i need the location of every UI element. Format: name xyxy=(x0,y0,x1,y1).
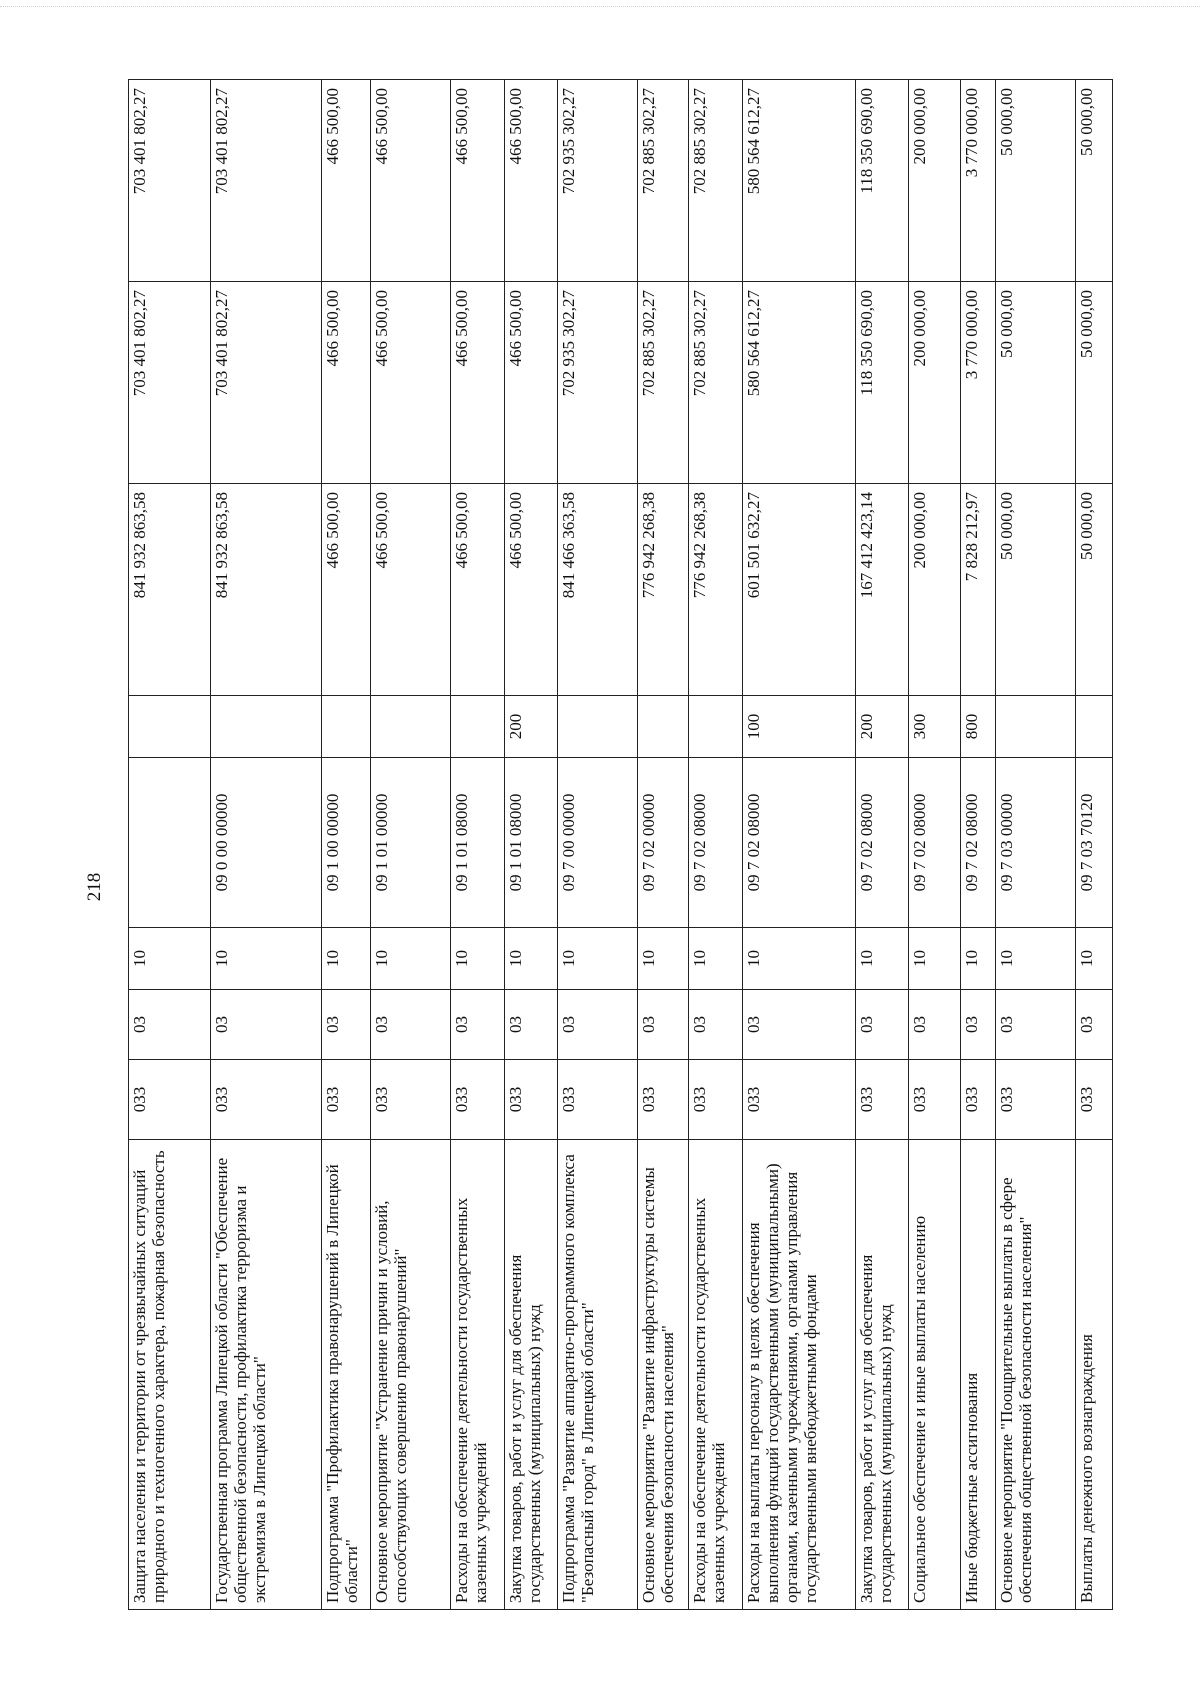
table-row xyxy=(638,80,689,1610)
amount-year-1: 466 500,00 xyxy=(451,484,504,696)
target-article: 09 0 00 00000 xyxy=(211,758,322,928)
table-row xyxy=(689,80,742,1610)
budget-table xyxy=(128,79,1113,1610)
amount-year-1: 50 000,00 xyxy=(1076,484,1113,696)
expense-type xyxy=(1076,696,1113,758)
row-name: Иные бюджетные ассигнования xyxy=(960,1140,996,1610)
table-row xyxy=(558,80,638,1610)
section-code: 03 xyxy=(211,990,322,1060)
amount-year-2: 580 564 612,27 xyxy=(742,282,855,484)
amount-year-2: 702 935 302,27 xyxy=(558,282,638,484)
row-name: Основное мероприятие "Поощрительные выплаты в сфере обеспечения общественной безопасности населения" xyxy=(996,1140,1076,1610)
expense-type xyxy=(638,696,689,758)
ministry-code: 033 xyxy=(129,1060,211,1140)
amount-year-3: 702 885 302,27 xyxy=(638,80,689,282)
target-article: 09 1 01 08000 xyxy=(504,758,557,928)
table-row xyxy=(960,80,996,1610)
expense-type xyxy=(322,696,371,758)
target-article: 09 1 01 08000 xyxy=(451,758,504,928)
amount-year-2: 703 401 802,27 xyxy=(211,282,322,484)
amount-year-1: 776 942 268,38 xyxy=(638,484,689,696)
section-code: 03 xyxy=(909,990,960,1060)
amount-year-1: 841 932 863,58 xyxy=(129,484,211,696)
target-article: 09 7 02 08000 xyxy=(742,758,855,928)
section-code: 03 xyxy=(451,990,504,1060)
table-row xyxy=(856,80,909,1610)
subsection-code: 10 xyxy=(742,928,855,990)
section-code: 03 xyxy=(742,990,855,1060)
target-article: 09 7 00 00000 xyxy=(558,758,638,928)
target-article: 09 7 02 08000 xyxy=(960,758,996,928)
expense-type: 300 xyxy=(909,696,960,758)
page-number: 218 xyxy=(84,872,105,902)
amount-year-1: 601 501 632,27 xyxy=(742,484,855,696)
row-name: Закупка товаров, работ и услуг для обеспечения государственных (муниципальных) нужд xyxy=(504,1140,557,1610)
target-article: 09 7 03 70120 xyxy=(1076,758,1113,928)
expense-type xyxy=(211,696,322,758)
amount-year-3: 466 500,00 xyxy=(451,80,504,282)
amount-year-3: 200 000,00 xyxy=(909,80,960,282)
section-code: 03 xyxy=(960,990,996,1060)
section-code: 03 xyxy=(996,990,1076,1060)
subsection-code: 10 xyxy=(638,928,689,990)
table-row xyxy=(211,80,322,1610)
amount-year-1: 466 500,00 xyxy=(504,484,557,696)
amount-year-2: 3 770 000,00 xyxy=(960,282,996,484)
amount-year-2: 466 500,00 xyxy=(322,282,371,484)
amount-year-1: 167 412 423,14 xyxy=(856,484,909,696)
row-name: Социальное обеспечение и иные выплаты населению xyxy=(909,1140,960,1610)
ministry-code: 033 xyxy=(1076,1060,1113,1140)
scan-edge-line xyxy=(0,6,1200,7)
amount-year-2: 466 500,00 xyxy=(451,282,504,484)
ministry-code: 033 xyxy=(909,1060,960,1140)
row-name: Расходы на обеспечение деятельности государственных казенных учреждений xyxy=(451,1140,504,1610)
ministry-code: 033 xyxy=(638,1060,689,1140)
amount-year-2: 703 401 802,27 xyxy=(129,282,211,484)
row-name: Закупка товаров, работ и услуг для обеспечения государственных (муниципальных) нужд xyxy=(856,1140,909,1610)
expense-type xyxy=(558,696,638,758)
amount-year-3: 50 000,00 xyxy=(996,80,1076,282)
ministry-code: 033 xyxy=(504,1060,557,1140)
table-row xyxy=(742,80,855,1610)
amount-year-2: 702 885 302,27 xyxy=(638,282,689,484)
amount-year-3: 702 935 302,27 xyxy=(558,80,638,282)
table-row xyxy=(322,80,371,1610)
row-name: Выплаты денежного вознаграждения xyxy=(1076,1140,1113,1610)
amount-year-2: 50 000,00 xyxy=(996,282,1076,484)
subsection-code: 10 xyxy=(856,928,909,990)
ministry-code: 033 xyxy=(451,1060,504,1140)
amount-year-2: 702 885 302,27 xyxy=(689,282,742,484)
ministry-code: 033 xyxy=(558,1060,638,1140)
amount-year-3: 580 564 612,27 xyxy=(742,80,855,282)
amount-year-3: 702 885 302,27 xyxy=(689,80,742,282)
expense-type: 100 xyxy=(742,696,855,758)
table-row xyxy=(909,80,960,1610)
table-row xyxy=(371,80,451,1610)
table-row xyxy=(504,80,557,1610)
amount-year-2: 118 350 690,00 xyxy=(856,282,909,484)
expense-type xyxy=(996,696,1076,758)
subsection-code: 10 xyxy=(129,928,211,990)
amount-year-1: 50 000,00 xyxy=(996,484,1076,696)
subsection-code: 10 xyxy=(909,928,960,990)
expense-type xyxy=(371,696,451,758)
subsection-code: 10 xyxy=(451,928,504,990)
amount-year-3: 3 770 000,00 xyxy=(960,80,996,282)
amount-year-3: 466 500,00 xyxy=(371,80,451,282)
amount-year-3: 466 500,00 xyxy=(322,80,371,282)
expense-type xyxy=(451,696,504,758)
expense-type xyxy=(129,696,211,758)
amount-year-1: 466 500,00 xyxy=(322,484,371,696)
subsection-code: 10 xyxy=(322,928,371,990)
section-code: 03 xyxy=(504,990,557,1060)
subsection-code: 10 xyxy=(371,928,451,990)
section-code: 03 xyxy=(638,990,689,1060)
row-name: Подпрограмма "Профилактика правонарушений в Липецкой области" xyxy=(322,1140,371,1610)
row-name: Основное мероприятие "Развитие инфраструктуры системы обеспечения безопасности населения" xyxy=(638,1140,689,1610)
expense-type xyxy=(689,696,742,758)
target-article: 09 7 03 00000 xyxy=(996,758,1076,928)
subsection-code: 10 xyxy=(211,928,322,990)
expense-type: 800 xyxy=(960,696,996,758)
amount-year-3: 703 401 802,27 xyxy=(211,80,322,282)
rotated-table-wrapper xyxy=(128,80,1113,1610)
row-name: Защита населения и территории от чрезвычайных ситуаций природного и техногенного характера, пожарная безопасность xyxy=(129,1140,211,1610)
table-row xyxy=(451,80,504,1610)
amount-year-2: 200 000,00 xyxy=(909,282,960,484)
ministry-code: 033 xyxy=(689,1060,742,1140)
target-article: 09 7 02 08000 xyxy=(689,758,742,928)
amount-year-3: 50 000,00 xyxy=(1076,80,1113,282)
section-code: 03 xyxy=(1076,990,1113,1060)
subsection-code: 10 xyxy=(1076,928,1113,990)
amount-year-1: 841 466 363,58 xyxy=(558,484,638,696)
section-code: 03 xyxy=(689,990,742,1060)
subsection-code: 10 xyxy=(504,928,557,990)
amount-year-2: 466 500,00 xyxy=(504,282,557,484)
row-name: Расходы на обеспечение деятельности государственных казенных учреждений xyxy=(689,1140,742,1610)
ministry-code: 033 xyxy=(856,1060,909,1140)
ministry-code: 033 xyxy=(322,1060,371,1140)
amount-year-1: 466 500,00 xyxy=(371,484,451,696)
table-body xyxy=(129,80,1113,1610)
section-code: 03 xyxy=(129,990,211,1060)
amount-year-3: 703 401 802,27 xyxy=(129,80,211,282)
row-name: Подпрограмма "Развитие аппаратно-программного комплекса "Безопасный город" в Липецкой области" xyxy=(558,1140,638,1610)
amount-year-1: 200 000,00 xyxy=(909,484,960,696)
amount-year-2: 466 500,00 xyxy=(371,282,451,484)
section-code: 03 xyxy=(856,990,909,1060)
ministry-code: 033 xyxy=(996,1060,1076,1140)
subsection-code: 10 xyxy=(558,928,638,990)
section-code: 03 xyxy=(371,990,451,1060)
subsection-code: 10 xyxy=(960,928,996,990)
table-row xyxy=(129,80,211,1610)
target-article: 09 1 01 00000 xyxy=(371,758,451,928)
ministry-code: 033 xyxy=(371,1060,451,1140)
ministry-code: 033 xyxy=(211,1060,322,1140)
target-article: 09 7 02 08000 xyxy=(856,758,909,928)
row-name: Государственная программа Липецкой области "Обеспечение общественной безопасности, профилактика терроризма и экстремизма в Липецкой области" xyxy=(211,1140,322,1610)
section-code: 03 xyxy=(558,990,638,1060)
target-article xyxy=(129,758,211,928)
table-row xyxy=(996,80,1076,1610)
target-article: 09 1 00 00000 xyxy=(322,758,371,928)
amount-year-1: 776 942 268,38 xyxy=(689,484,742,696)
ministry-code: 033 xyxy=(960,1060,996,1140)
amount-year-3: 118 350 690,00 xyxy=(856,80,909,282)
ministry-code: 033 xyxy=(742,1060,855,1140)
table-row xyxy=(1076,80,1113,1610)
row-name: Расходы на выплаты персоналу в целях обеспечения выполнения функций государственными (муниципальными) органами, казенными учреждениями, органами управления государственными внебюджетными фондами xyxy=(742,1140,855,1610)
subsection-code: 10 xyxy=(689,928,742,990)
expense-type: 200 xyxy=(856,696,909,758)
amount-year-1: 7 828 212,97 xyxy=(960,484,996,696)
target-article: 09 7 02 00000 xyxy=(638,758,689,928)
amount-year-2: 50 000,00 xyxy=(1076,282,1113,484)
subsection-code: 10 xyxy=(996,928,1076,990)
expense-type: 200 xyxy=(504,696,557,758)
section-code: 03 xyxy=(322,990,371,1060)
target-article: 09 7 02 08000 xyxy=(909,758,960,928)
row-name: Основное мероприятие "Устранение причин и условий, способствующих совершению правонарушений" xyxy=(371,1140,451,1610)
amount-year-3: 466 500,00 xyxy=(504,80,557,282)
amount-year-1: 841 932 863,58 xyxy=(211,484,322,696)
